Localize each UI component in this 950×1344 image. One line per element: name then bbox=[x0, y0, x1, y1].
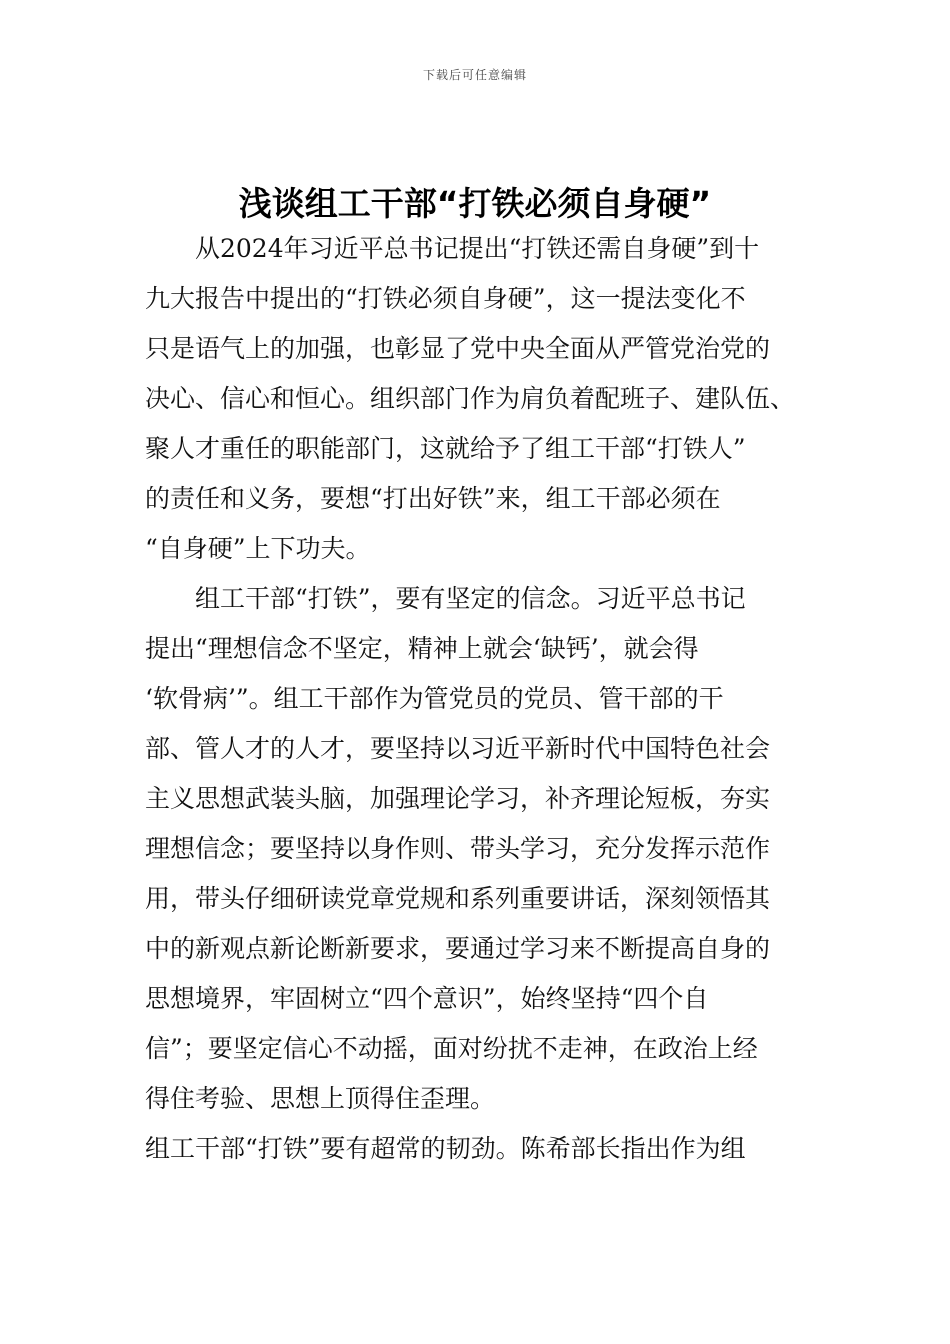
paragraph-line: 九大报告中提出的“打铁必须自身硬”，这一提法变化不 bbox=[145, 284, 746, 313]
paragraph-line: 主义思想武装头脑，加强理论学习，补齐理论短板，夯实 bbox=[145, 784, 771, 813]
paragraph-2 bbox=[145, 574, 805, 1124]
paragraph-3 bbox=[145, 1124, 805, 1174]
paragraph-line: 中的新观点新论断新要求，要通过学习来不断提高自身的 bbox=[145, 934, 771, 963]
paragraph-1 bbox=[145, 224, 805, 574]
document-body bbox=[145, 224, 805, 1174]
paragraph-line: 思想境界，牢固树立“四个意识”，始终坚持“四个自 bbox=[145, 984, 709, 1013]
paragraph-line: 的责任和义务，要想“打出好铁”来，组工干部必须在 bbox=[145, 484, 721, 513]
paragraph-line: 得住考验、思想上顶得住歪理。 bbox=[145, 1084, 496, 1113]
paragraph-line: ‘软骨病’”。组工干部作为管党员的党员、管干部的干 bbox=[145, 684, 724, 713]
paragraph-line: 只是语气上的加强，也彰显了党中央全面从严管党治党的 bbox=[145, 334, 771, 363]
paragraph-line: 决心、信心和恒心。组织部门作为肩负着配班子、建队伍、 bbox=[145, 384, 796, 413]
paragraph-line: “自身硬”上下功夫。 bbox=[145, 534, 371, 563]
paragraph-line: 信”；要坚定信心不动摇，面对纷扰不走神，在政治上经 bbox=[145, 1034, 758, 1063]
header-note: 下载后可任意编辑 bbox=[422, 68, 527, 82]
document-title: 浅谈组工干部“打铁必须自身硬” bbox=[238, 184, 712, 223]
paragraph-line: 提出“理想信念不坚定，精神上就会‘缺钙’，就会得 bbox=[145, 634, 699, 663]
paragraph-line: 组工干部“打铁”要有超常的韧劲。陈希部长指出作为组 bbox=[145, 1134, 746, 1163]
paragraph-line: 理想信念；要坚持以身作则、带头学习，充分发挥示范作 bbox=[145, 834, 771, 863]
paragraph-line: 组工干部“打铁”，要有坚定的信念。习近平总书记 bbox=[195, 584, 746, 613]
paragraph-line: 聚人才重任的职能部门，这就给予了组工干部“打铁人” bbox=[145, 434, 746, 463]
paragraph-line: 部、管人才的人才，要坚持以习近平新时代中国特色社会 bbox=[145, 734, 771, 763]
paragraph-line: 用，带头仔细研读党章党规和系列重要讲话，深刻领悟其 bbox=[145, 884, 771, 913]
paragraph-line: 从2024年习近平总书记提出“打铁还需自身硬”到十 bbox=[195, 234, 760, 263]
